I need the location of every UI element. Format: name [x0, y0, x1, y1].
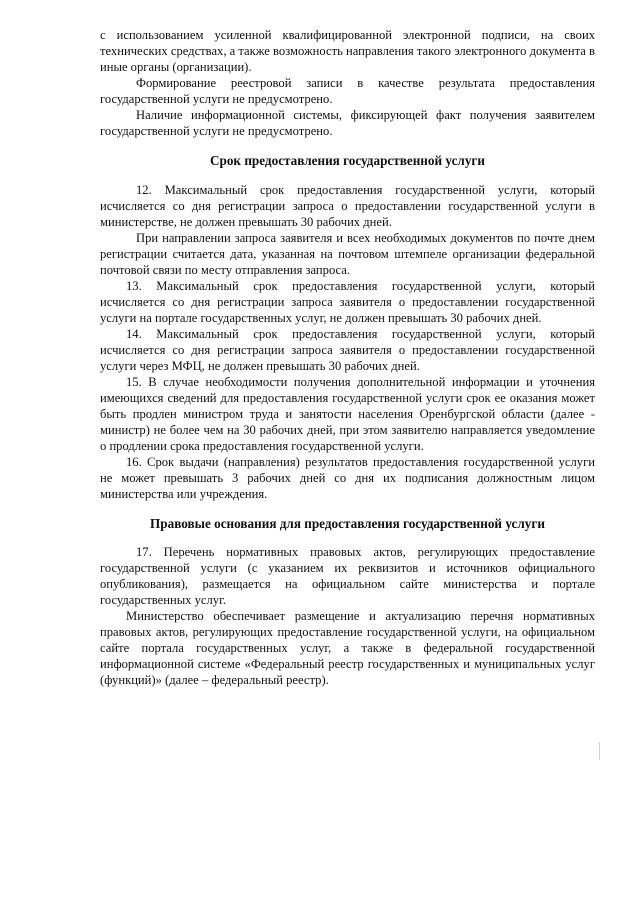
paragraph-postal-request: При направлении запроса заявителя и всех необходимых документов по почте днем регистрации считается дата, указанная на почтовом штемпеле организации федеральной почтовой связи по месту отправления запроса. — [100, 231, 595, 277]
paragraph-15: 15. В случае необходимости получения дополнительной информации и уточнения имеющихся сведений для предоставления государственной услуги срок ее оказания может быть продлен министром труда и занятости населения Оренбургской области (далее - министр) не более чем на 30 рабочих дней, при этом заявителю направляется уведомление о продлении срока предоставления государственной услуги. — [100, 375, 595, 453]
paragraph-registry-record: Формирование реестровой записи в качестве результата предоставления государственной услуги не предусмотрено. — [100, 76, 595, 106]
paragraph-ministry-publication: Министерство обеспечивает размещение и актуализацию перечня нормативных правовых актов, регулирующих предоставление государственной услуги, на официальном сайте портала государственных услуг, а также в федеральной государственной информационной системе «Федеральный реестр государственных и муниципальных услуг (функций)» (далее – федеральный реестр). — [100, 609, 595, 687]
document-body — [100, 27, 595, 688]
paragraph-14: 14. Максимальный срок предоставления государственной услуги, который исчисляется со дня регистрации запроса заявителя о предоставлении государственной услуги через МФЦ, не должен превышать 30 рабочих дней. — [100, 327, 595, 373]
paragraph-continuation: с использованием усиленной квалифицированной электронной подписи, на своих технических средствах, а также возможность направления такого электронного документа в иные органы (организации). — [100, 28, 595, 74]
paragraph-12: 12. Максимальный срок предоставления государственной услуги, который исчисляется со дня регистрации запроса о предоставлении государственной услуги в министерстве, не должен превышать 30 рабочих дней. — [100, 183, 595, 229]
paragraph-17: 17. Перечень нормативных правовых актов, регулирующих предоставление государственной услуги (с указанием их реквизитов и источников официального опубликования), размещается на официальном сайте министерства и портале государственных услуг. — [100, 545, 595, 607]
section-heading-term: Срок предоставления государственной услуги — [209, 153, 486, 168]
paragraph-information-system: Наличие информационной системы, фиксирующей факт получения заявителем государственной услуги не предусмотрено. — [100, 108, 595, 138]
section-heading-legal-basis: Правовые основания для предоставления государственной услуги — [150, 516, 545, 531]
paragraph-16: 16. Срок выдачи (направления) результатов предоставления государственной услуги не может превышать 3 рабочих дней со дня их подписания должностным лицом министерства или учреждения. — [100, 455, 595, 501]
paragraph-13: 13. Максимальный срок предоставления государственной услуги, который исчисляется со дня регистрации запроса заявителя о предоставлении государственной услуги на портале государственных услуг, не должен превышать 30 рабочих дней. — [100, 279, 595, 325]
page-edge-mark — [599, 742, 600, 760]
